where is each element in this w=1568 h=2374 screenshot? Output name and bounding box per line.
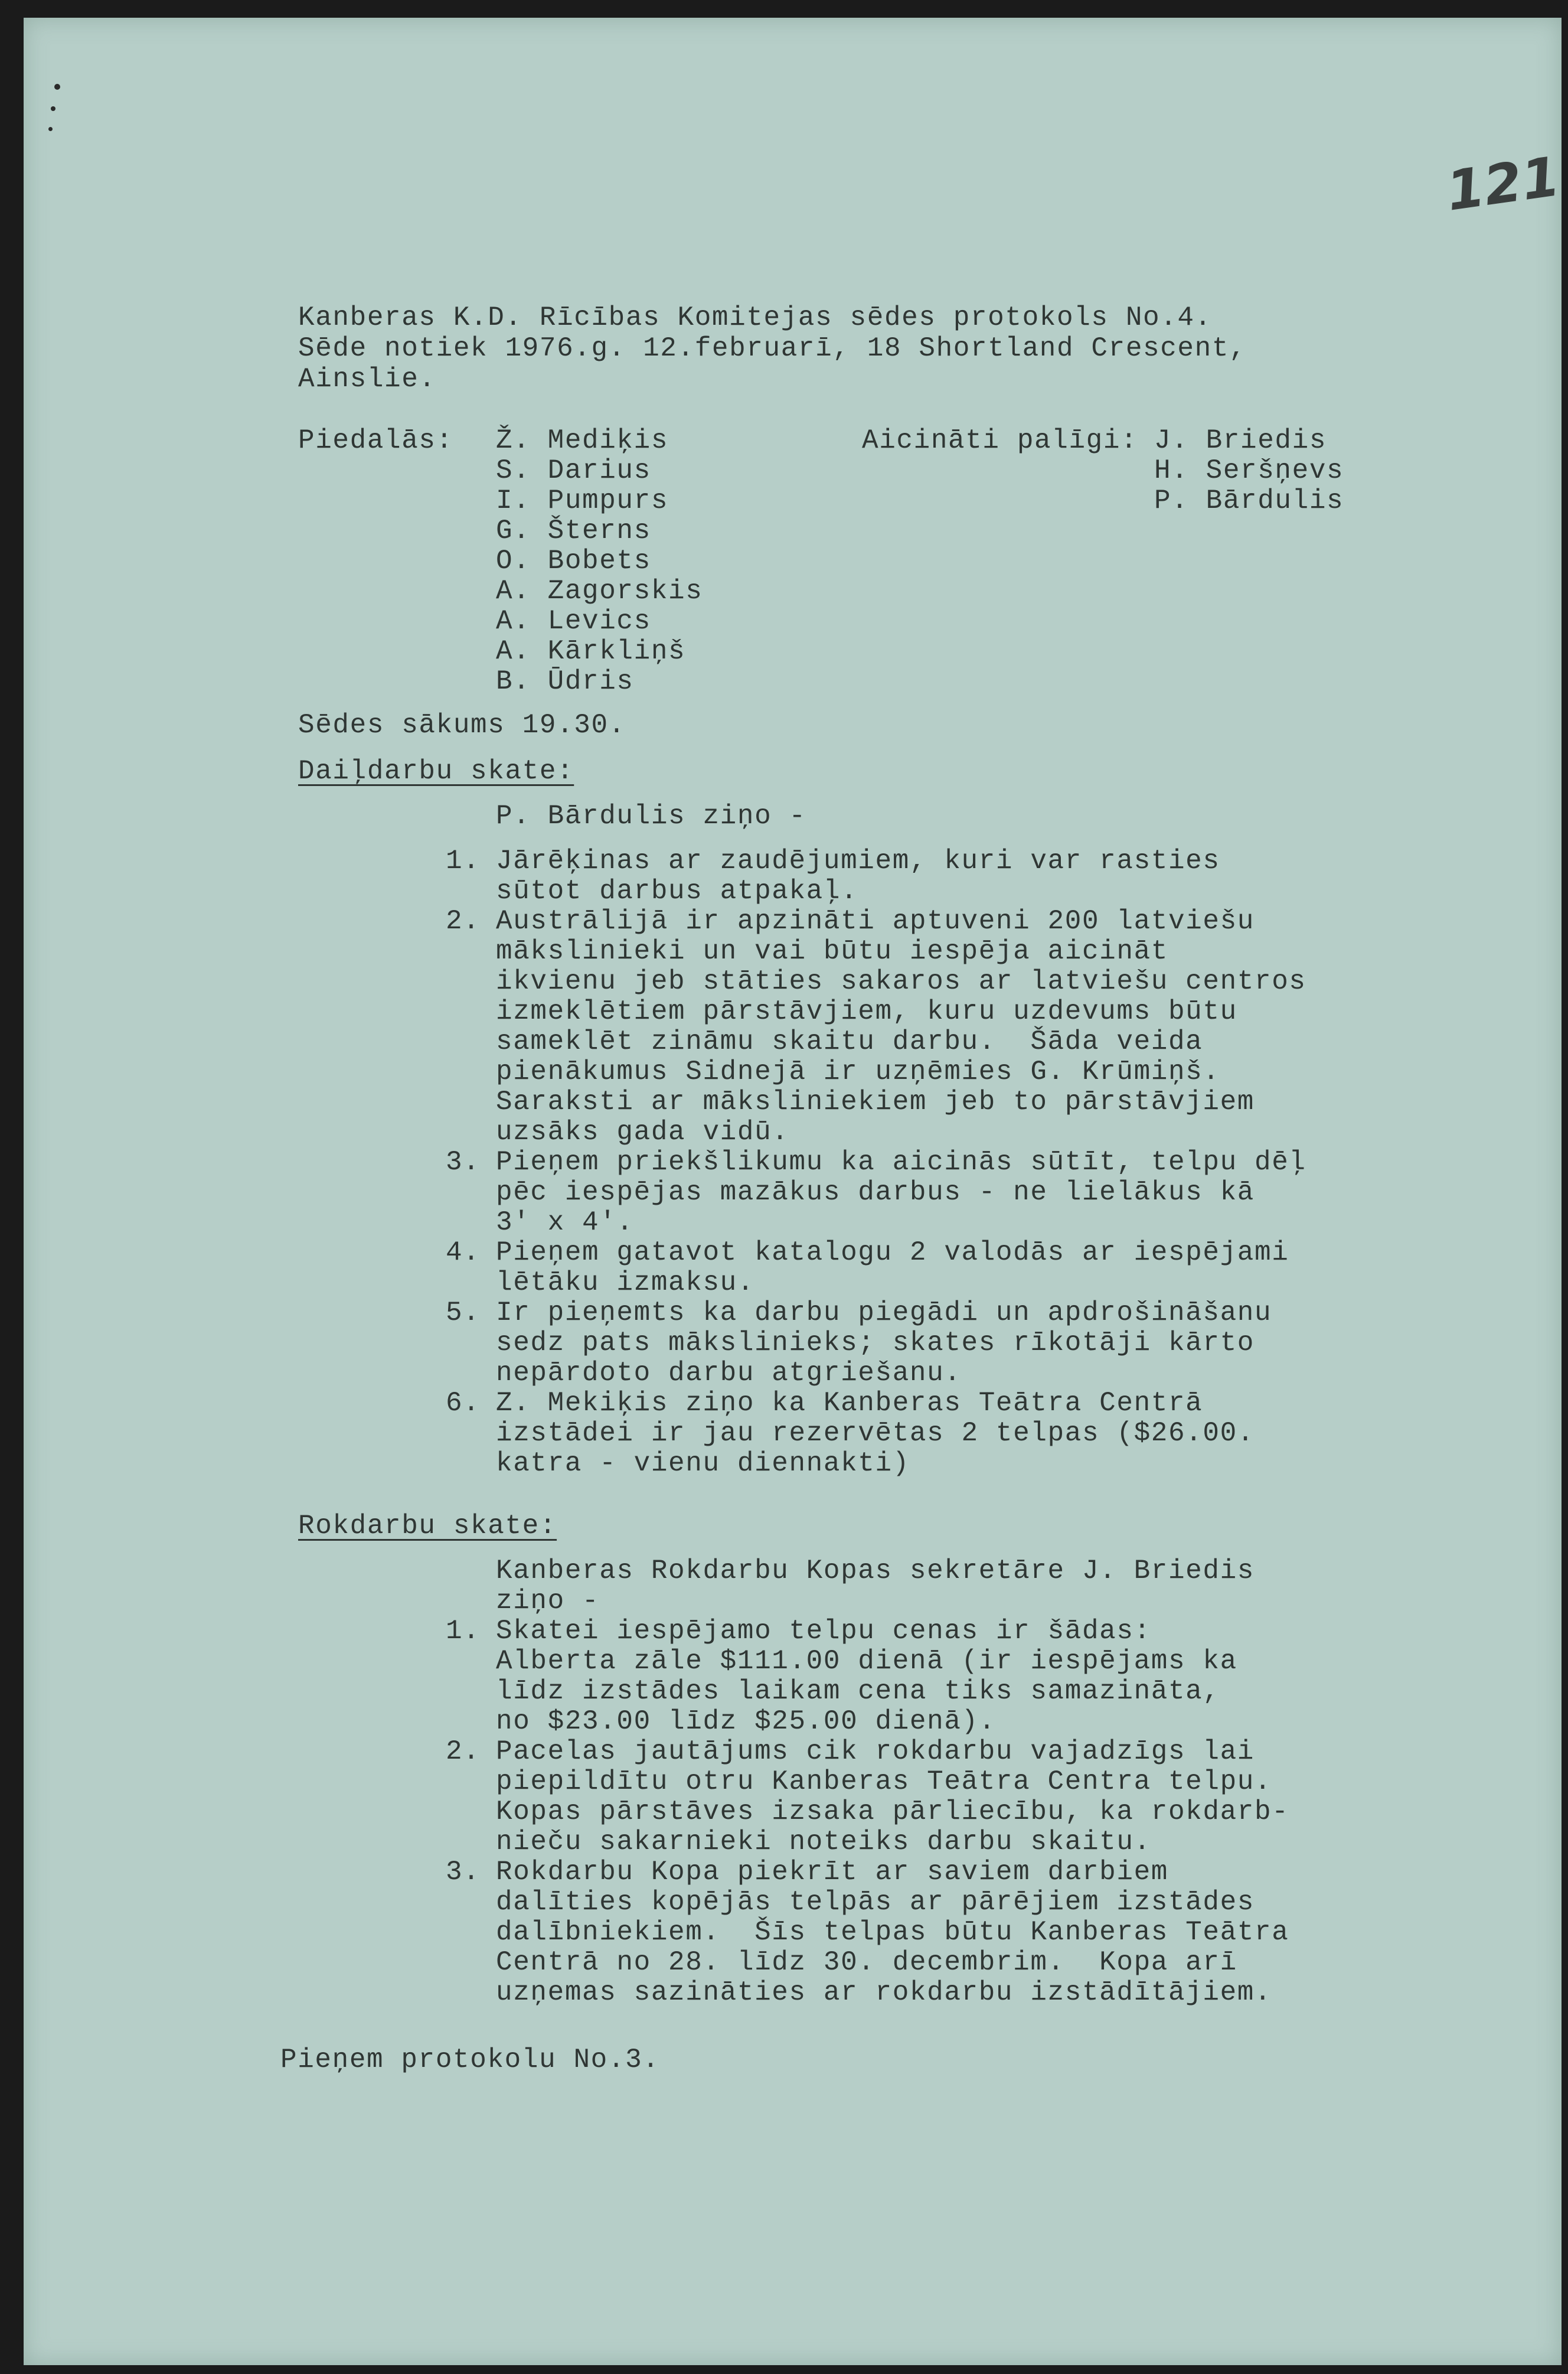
section1-intro: P. Bārdulis ziņo - — [496, 801, 806, 831]
item-line: Skatei iespējamo telpu cenas ir šādas: — [496, 1616, 1151, 1646]
attendee-name: G. Šterns — [496, 516, 651, 546]
item-line: Pieņem gatavot katalogu 2 valodās ar iespējami — [496, 1237, 1289, 1268]
item-line: Pacelas jautājums cik rokdarbu vajadzīgs lai — [496, 1736, 1255, 1767]
header-line-3: Ainslie. — [298, 364, 436, 394]
item-line: nieču sakarnieki noteiks darbu skaitu. — [496, 1827, 1151, 1857]
attendees-label: Piedalās: — [298, 425, 453, 456]
ink-speck — [48, 127, 53, 131]
item-line: Z. Mekiķis ziņo ka Kanberas Teātra Centrā — [496, 1388, 1203, 1418]
item-line: lētāku izmaksu. — [496, 1267, 755, 1298]
helpers-label: Aicināti palīgi: — [862, 425, 1138, 456]
item-line: Jārēķinas ar zaudējumiem, kuri var rasties — [496, 846, 1220, 876]
item-number: 1. — [446, 846, 481, 876]
item-line: pienākumus Sidnejā ir uzņēmies G. Krūmiņš. — [496, 1056, 1220, 1087]
item-line: katra - vienu diennakti) — [496, 1448, 910, 1479]
document-page — [24, 18, 1562, 2365]
attendee-name: S. Darius — [496, 455, 651, 486]
attendee-name: A. Zagorskis — [496, 576, 703, 606]
item-line: dalībniekiem. Šīs telpas būtu Kanberas Teātra — [496, 1917, 1289, 1948]
item-line: Alberta zāle $111.00 dienā (ir iespējams ka — [496, 1646, 1237, 1677]
item-number: 3. — [446, 1147, 481, 1178]
helper-name: P. Bārdulis — [1154, 485, 1344, 516]
section-heading-dailDarbu: Daiļdarbu skate: — [298, 756, 574, 787]
item-line: no $23.00 līdz $25.00 dienā). — [496, 1706, 996, 1737]
item-line: uzsāks gada vidū. — [496, 1117, 789, 1147]
attendee-name: A. Kārkliņš — [496, 636, 686, 667]
section2-intro-line: Kanberas Rokdarbu Kopas sekretāre J. Briedis — [496, 1556, 1255, 1586]
item-line: sūtot darbus atpakaļ. — [496, 876, 858, 906]
helper-name: J. Briedis — [1154, 425, 1327, 456]
item-line: mākslinieki un vai būtu iespēja aicināt — [496, 936, 1168, 967]
item-line: nepārdoto darbu atgriešanu. — [496, 1358, 962, 1388]
item-line: Pieņem priekšlikumu ka aicinās sūtīt, telpu dēļ — [496, 1147, 1306, 1178]
page-number: 121 — [1442, 145, 1564, 223]
section-heading-rokdarbu: Rokdarbu skate: — [298, 1511, 557, 1541]
item-line: Ir pieņemts ka darbu piegādi un apdrošināšanu — [496, 1297, 1272, 1328]
item-line: uzņemas sazināties ar rokdarbu izstādītājiem. — [496, 1977, 1272, 2008]
item-line: Austrālijā ir apzināti aptuveni 200 latviešu — [496, 906, 1255, 937]
item-line: pēc iespējas mazākus darbus - ne lielākus kā — [496, 1177, 1255, 1208]
ink-speck — [51, 106, 55, 111]
header-line-1: Kanberas K.D. Rīcības Komitejas sēdes protokols No.4. — [298, 302, 1212, 333]
attendee-name: A. Levics — [496, 606, 651, 637]
item-number: 1. — [446, 1616, 481, 1646]
item-line: Centrā no 28. līdz 30. decembrim. Kopa arī — [496, 1947, 1237, 1978]
item-line: piepildītu otru Kanberas Teātra Centra telpu. — [496, 1766, 1272, 1797]
section2-intro-line: ziņo - — [496, 1586, 600, 1616]
ink-speck — [54, 84, 60, 90]
item-line: sameklēt zināmu skaitu darbu. Šāda veida — [496, 1026, 1203, 1057]
item-number: 4. — [446, 1237, 481, 1268]
session-start: Sēdes sākums 19.30. — [298, 710, 626, 741]
item-line: dalīties kopējās telpās ar pārējiem izstādes — [496, 1887, 1255, 1918]
attendee-name: B. Ūdris — [496, 666, 634, 697]
item-number: 3. — [446, 1857, 481, 1887]
item-number: 2. — [446, 1736, 481, 1767]
item-line: izmeklētiem pārstāvjiem, kuru uzdevums būtu — [496, 996, 1237, 1027]
item-line: izstādei ir jau rezervētas 2 telpas ($26.00. — [496, 1418, 1255, 1449]
item-line: sedz pats mākslinieks; skates rīkotāji kārto — [496, 1328, 1255, 1358]
item-line: Kopas pārstāves izsaka pārliecību, ka rokdarb- — [496, 1796, 1289, 1827]
header-line-2: Sēde notiek 1976.g. 12.februarī, 18 Shortland Crescent, — [298, 333, 1247, 364]
closing-line: Pieņem protokolu No.3. — [280, 2044, 660, 2075]
item-line: 3' x 4'. — [496, 1207, 634, 1238]
item-number: 5. — [446, 1297, 481, 1328]
helper-name: H. Seršņevs — [1154, 455, 1344, 486]
item-number: 6. — [446, 1388, 481, 1418]
attendee-name: O. Bobets — [496, 546, 651, 576]
item-line: ikvienu jeb stāties sakaros ar latviešu centros — [496, 966, 1306, 997]
item-line: līdz izstādes laikam cena tiks samazināta, — [496, 1676, 1220, 1707]
item-line: Rokdarbu Kopa piekrīt ar saviem darbiem — [496, 1857, 1168, 1887]
item-number: 2. — [446, 906, 481, 937]
attendee-name: Ž. Mediķis — [496, 425, 669, 456]
attendee-name: I. Pumpurs — [496, 485, 669, 516]
item-line: Saraksti ar māksliniekiem jeb to pārstāvjiem — [496, 1087, 1255, 1117]
